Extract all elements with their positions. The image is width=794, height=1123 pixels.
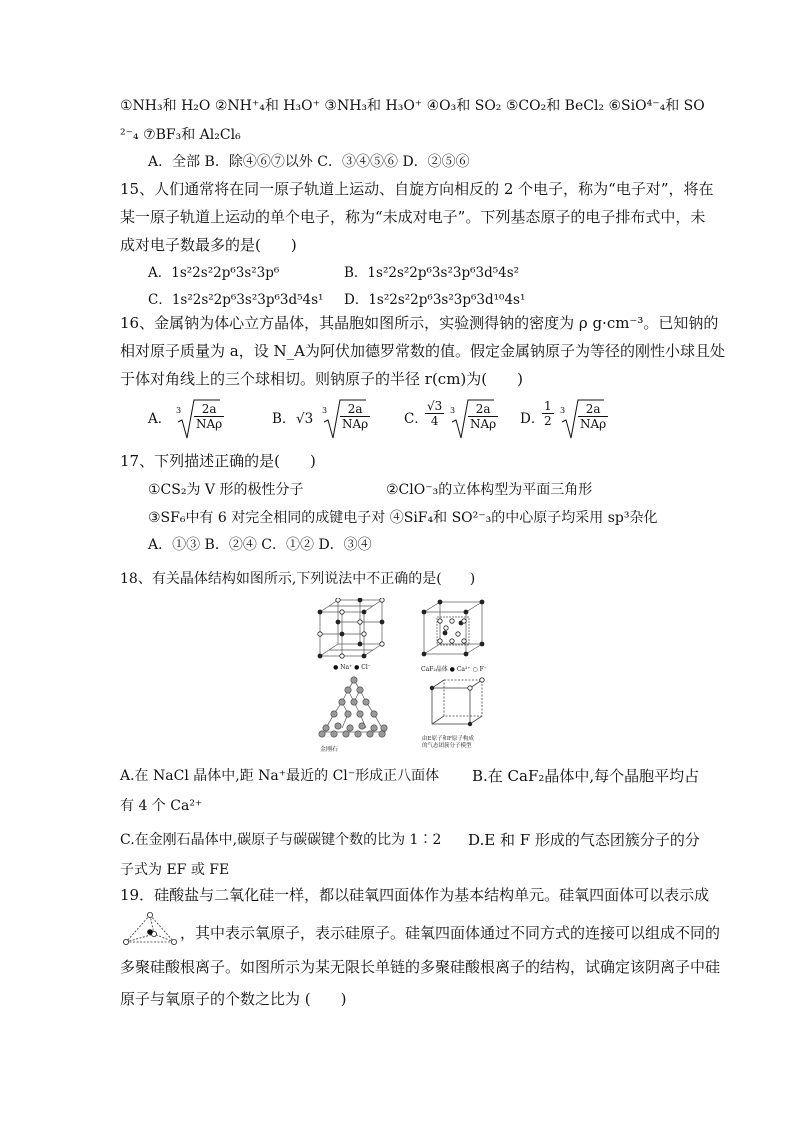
q15-stem-3: 成对电子数最多的是( ) — [120, 236, 297, 254]
q14-line2: ²⁻₄ ⑦BF₃和 Al₂Cl₆ — [120, 127, 241, 143]
q18-option-d: D.E 和 F 形成的气态团簇分子的分 — [468, 831, 700, 849]
q19-stem-1: 19．硅酸盐与二氧化硅一样，都以硅氧四面体作为基本结构单元。硅氧四面体可以表示成 — [120, 886, 710, 904]
q16-option-b-radical — [322, 396, 368, 446]
q16-option-c-coef: $\frac{√3}{4}$ — [427, 399, 443, 428]
q16-option-c-radical — [450, 396, 496, 446]
radicand: 2a NAρ — [470, 402, 497, 431]
q17-item-3-4: ③SF₆中有 6 对完全相同的成键电子对 ④SiF₄和 SO²⁻₃的中心原子均采用 sp³杂化 — [148, 510, 658, 526]
ef-label-2: 的气态团簇分子模型 — [422, 743, 472, 749]
radicand: 2a NAρ — [196, 402, 223, 431]
q16-option-c: C． — [404, 411, 428, 427]
q16-option-d: D． — [520, 411, 545, 427]
q16-option-b: B． — [272, 411, 296, 427]
caf2-crystal-figure — [418, 598, 490, 673]
root-index: 3 — [176, 406, 182, 415]
q16-option-d-coef: $\frac{1}{2}$ — [544, 399, 552, 428]
q17-item-1: ①CS₂为 V 形的极性分子 — [148, 482, 304, 498]
q17-item-2: ②ClO⁻₃的立体构型为平面三角形 — [386, 482, 593, 498]
q16-option-b-coef: √3 — [296, 411, 314, 427]
q18-stem: 18、有关晶体结构如图所示,下列说法中不正确的是( ) — [120, 571, 476, 587]
root-index: 3 — [322, 406, 328, 415]
diamond-label: 金刚石 — [320, 746, 339, 753]
q19-stem-2: ，其中表示氧原子，表示硅原子。硅氧四面体通过不同方式的连接可以组成不同的 — [180, 924, 721, 942]
q16-option-d-radical — [560, 396, 606, 446]
radicand: 2a NAρ — [580, 402, 607, 431]
radicand: 2a NAρ — [342, 402, 369, 431]
q16-stem-1: 16、金属钠为体心立方晶体，其晶胞如图所示，实验测得钠的密度为 ρ g·cm⁻³。已知钠的 — [120, 314, 719, 332]
q16-stem-3: 于体对角线上的三个球相切。则钠原子的半径 r(cm)为( ) — [120, 370, 523, 388]
q18-option-a: A.在 NaCl 晶体中,距 Na⁺最近的 Cl⁻形成正八面体 — [120, 768, 440, 784]
q18-option-c: C.在金刚石晶体中,碳原子与碳碳键个数的比为 1∶2 — [120, 832, 442, 848]
q14-options: A．全部 B．除④⑥⑦以外 C．③④⑤⑥ D．②⑤⑥ — [148, 154, 470, 170]
q15-stem-1: 15、人们通常将在同一原子轨道上运动、自旋方向相反的 2 个电子，称为“电子对”，将在 — [120, 180, 714, 198]
q19-stem-4: 原子与氧原子的个数之比为 ( ) — [120, 990, 347, 1008]
caf2-legend: CaF₂晶体 ● Ca²⁺ ○ F⁻ — [421, 666, 487, 673]
root-index: 3 — [560, 406, 566, 415]
q15-stem-2: 某一原子轨道上运动的单个电子，称为“未成对电子”。下列基态原子的电子排布式中，未 — [120, 208, 706, 226]
q19-stem-3: 多聚硅酸根离子。如图所示为某无限长单链的多聚硅酸根离子的结构，试确定该阴离子中硅 — [120, 958, 721, 976]
q16-option-a: A． — [148, 411, 172, 427]
q15-option-a: A．1s²2s²2p⁶3s²3p⁶ — [148, 265, 280, 281]
q14-line1: ①NH₃和 H₂O ②NH⁺₄和 H₃O⁺ ③NH₃和 H₃O⁺ ④O₃和 SO₂ ⑤CO₂和 BeCl₂ ⑥SiO⁴⁻₄和 SO — [120, 98, 705, 114]
q15-option-b: B．1s²2s²2p⁶3s²3p⁶3d⁵4s² — [344, 265, 520, 281]
q15-option-c: C．1s²2s²2p⁶3s²3p⁶3d⁵4s¹ — [148, 292, 324, 308]
root-index: 3 — [450, 406, 456, 415]
q18-option-b-cont: 有 4 个 Ca²⁺ — [120, 798, 203, 814]
silicon-oxygen-tetrahedron-icon — [120, 912, 180, 948]
ef-label-1: 由E原子和F原子构成 — [422, 736, 474, 742]
nacl-legend: ● Na⁺ ● Cl⁻ — [333, 664, 371, 671]
q17-stem: 17、下列描述正确的是( ) — [120, 452, 316, 470]
ef-cluster-figure — [418, 676, 498, 752]
q16-option-a-radical — [176, 396, 222, 446]
q15-option-d: D．1s²2s²2p⁶3s²3p⁶3d¹⁰4s¹ — [344, 292, 526, 308]
nacl-crystal-figure — [316, 598, 388, 670]
q16-stem-2: 相对原子质量为 a，设 N_A为阿伏加德罗常数的值。假定金属钠原子为等径的刚性小球且处 — [120, 342, 725, 360]
q17-options: A．①③ B．②④ C．①② D．③④ — [148, 537, 372, 553]
q18-option-b: B.在 CaF₂晶体中,每个晶胞平均占 — [472, 767, 700, 785]
q18-option-d-cont: 子式为 EF 或 FE — [120, 862, 230, 878]
diamond-structure-figure — [314, 676, 394, 752]
